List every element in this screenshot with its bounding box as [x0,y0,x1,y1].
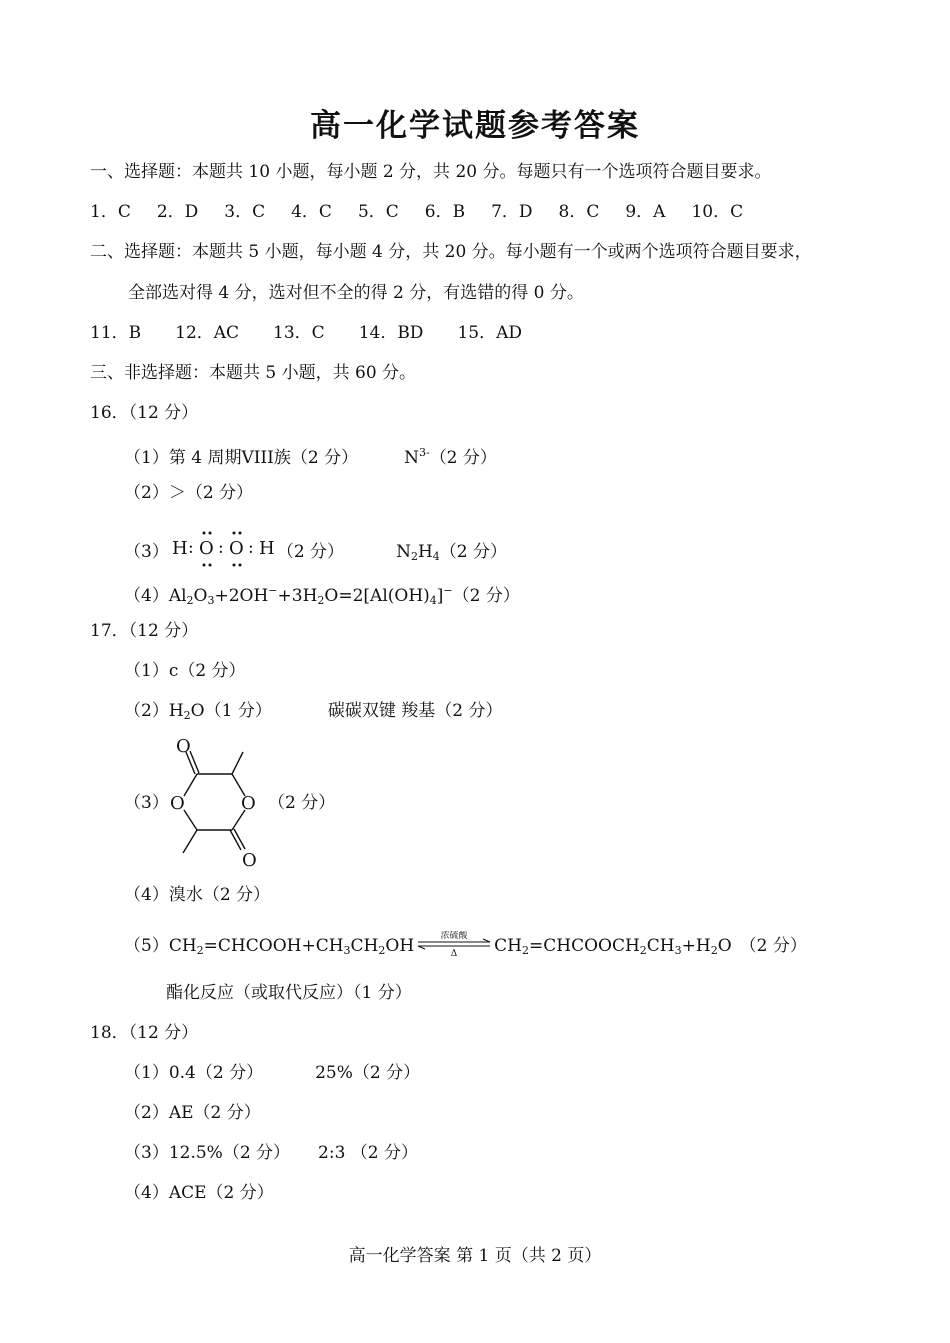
answer-13: 13．C [273,323,325,343]
svg-text:O: O [176,736,191,757]
answer-10: 10．C [691,202,744,222]
q16-part3-n2h4: $N_2H_4(2$ 分） [396,542,507,563]
answer-7: 7．D [491,202,533,222]
q16-part4-equation: $(4)Al_2O_3+2OH^-+3H_2O=2[Al(OH)_4]^-(2$ 分） [124,584,520,607]
svg-text:O: O [198,538,214,559]
answer-2: 2．D [156,202,199,222]
section-1-answers [90,200,743,224]
q16-heading: 16．（12 分） [90,403,199,423]
svg-text::: : [187,538,194,558]
q18-part1: （1）0.4（2 分） 25%（2 分） [124,1063,421,1083]
q16-part1-group: （1）第 4 周期VIII族（2 分） [124,448,359,468]
page-title: 高一化学试题参考答案 [310,108,640,144]
section-2-heading-cont: 全部选对得 4 分，选对但不全的得 2 分，有选错的得 0 分。 [128,283,584,303]
q17-part1: （1）c（2 分） [124,661,246,681]
q18-heading: 18．（12 分） [90,1023,199,1043]
page-footer: 高一化学答案 第 1 页（共 2 页） [348,1246,602,1266]
svg-text:浓硫酸: 浓硫酸 [440,931,468,941]
answer-9: 9．A [625,202,666,222]
svg-text:O: O [241,793,256,814]
answer-8: 8．C [558,202,600,222]
answer-4: 4．C [291,202,332,222]
q18-part3: （3）12.5%（2 分） 2:3 （2 分） [124,1143,419,1163]
svg-text::: : [217,538,224,558]
section-3-heading: 三、非选择题：本题共 5 小题，共 60 分。 [90,363,417,383]
answer-15: 15．AD [457,323,522,343]
answer-12: 12．AC [175,323,240,343]
q17-part3-label: （3） [124,793,169,813]
q16-part3: （3） H : O : O : H （2 分） $N_2H_4(2$ 分） [124,529,507,569]
q17-part5-score: （2 分） [739,936,807,956]
svg-text:O: O [228,538,244,559]
section-2-heading: 二、选择题：本题共 5 小题，每小题 4 分，共 20 分。每小题有一个或两个选项符合题目要求， [90,242,812,262]
q17-part5-products: $CH_2=CHCOOCH_2CH_3+H_2O$ [494,936,732,957]
reversible-arrow [416,931,492,957]
q16-part3-score: （2 分） [276,542,345,562]
q17-heading: 17．（12 分） [90,621,199,641]
answer-3: 3．C [224,202,266,222]
answer-11: 11．B [90,323,142,343]
section-1-heading: 一、选择题：本题共 10 小题，每小题 2 分，共 20 分。每题只有一个选项符合题目要求。 [90,162,772,182]
q17-part5-reactants: $CH_2=CHCOOH+CH_3CH_2OH$ [168,936,415,957]
svg-text::: : [247,538,254,558]
h2o2-lewis-structure [169,529,277,569]
q17-part2 [124,699,502,728]
q17-part5-equation: $(5)CH_2=CHCOOH+CH_3CH_2OH$ 浓硫酸 Δ $CH_2=CHCOOCH_2CH_3+H_2O$ （2 分） [124,931,807,957]
q17-part3-score: （2 分） [268,793,336,813]
svg-text:O: O [242,850,257,871]
q17-part2-water: $(2)H_2O(1$ 分） [124,701,272,722]
section-2-answers [90,321,522,345]
svg-text:Δ: Δ [450,949,458,957]
q16-part1-ion: $N^{3-}(2$ 分） [404,446,497,468]
answer-14: 14．BD [358,323,424,343]
answer-6: 6．B [424,202,466,222]
svg-text:O: O [170,793,185,814]
q16-part1 [124,441,497,470]
answer-5: 5．C [357,202,399,222]
q18-part4: （4）ACE（2 分） [124,1183,274,1203]
q17-part5-reaction-type: 酯化反应（或取代反应）（1 分） [166,983,412,1003]
lactide-ring-structure [162,732,272,874]
svg-text:H: H [171,538,188,559]
svg-text:H: H [258,538,275,559]
q17-part2-groups: 碳碳双键 羧基（2 分） [327,701,503,721]
q17-part4: （4）溴水（2 分） [124,885,271,905]
q16-part2: （2）＞（2 分） [124,483,254,503]
answer-1: 1．C [90,202,131,222]
q18-part2: （2）AE（2 分） [124,1103,261,1123]
